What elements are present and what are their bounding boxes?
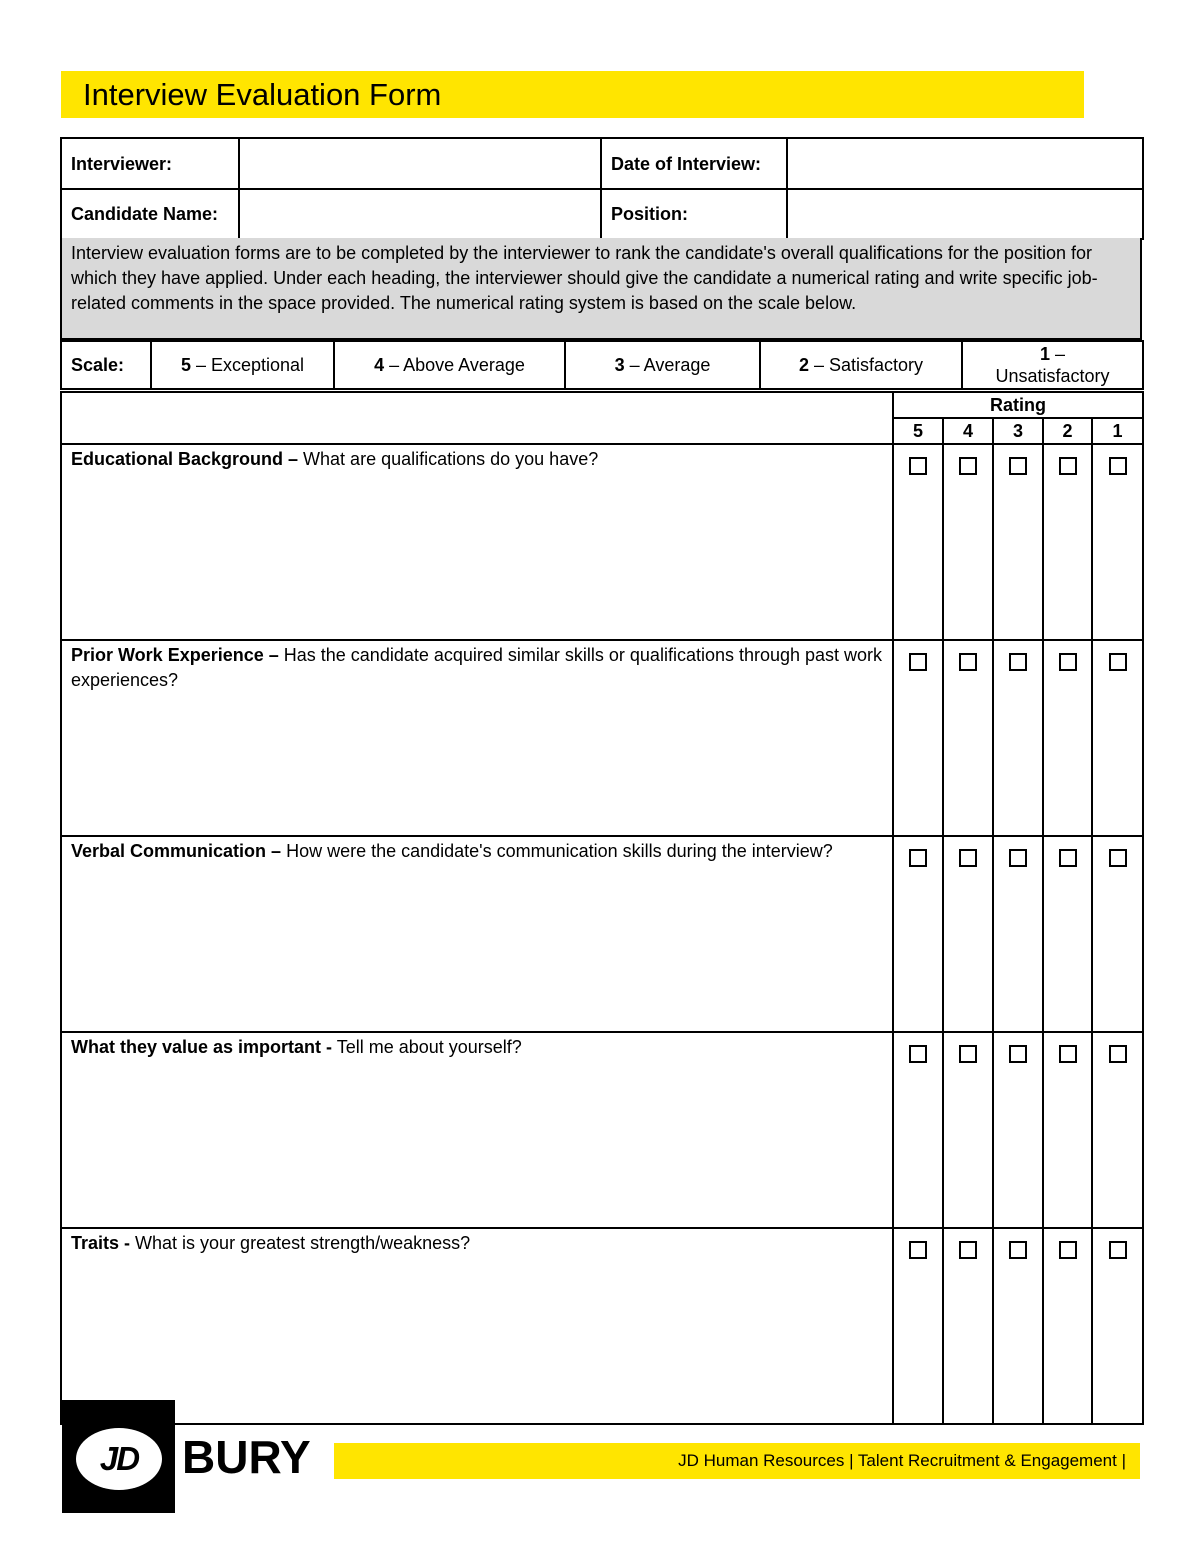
rating-col-5: 5 [893,418,943,444]
criteria-row-verbal-communication [61,836,1143,1032]
rating-checkbox-3[interactable] [1009,1045,1027,1063]
scale-label: Scale: [61,341,151,389]
scale-item-5: 5 – Exceptional [151,341,334,389]
rating-checkbox-4[interactable] [959,1241,977,1259]
criteria-row-traits [61,1228,1143,1424]
rating-checkbox-2[interactable] [1059,457,1077,475]
footer-bar [334,1443,1140,1479]
rating-checkbox-2[interactable] [1059,653,1077,671]
rating-checkbox-5[interactable] [909,457,927,475]
rating-checkbox-1[interactable] [1109,457,1127,475]
bury-logo-text: BURY [182,1431,311,1483]
rating-checkbox-3[interactable] [1009,849,1027,867]
rating-col-1: 1 [1092,418,1143,444]
rating-checkbox-1[interactable] [1109,653,1127,671]
scale-item-1: 1 – Unsatisfactory [962,341,1143,389]
rating-checkbox-5[interactable] [909,849,927,867]
scale-item-4: 4 – Above Average [334,341,565,389]
rating-checkbox-1[interactable] [1109,849,1127,867]
rating-header: Rating [893,392,1143,418]
rating-checkbox-1[interactable] [1109,1241,1127,1259]
criteria-row-values [61,1032,1143,1228]
candidate-info-table [60,137,1144,240]
date-of-interview-label: Date of Interview: [601,138,787,189]
rating-checkbox-2[interactable] [1059,1045,1077,1063]
rating-col-2: 2 [1043,418,1092,444]
rating-checkbox-4[interactable] [959,1045,977,1063]
criteria-header-blank [61,392,893,444]
rating-col-3: 3 [993,418,1043,444]
criteria-row-educational-background [61,444,1143,640]
rating-checkbox-4[interactable] [959,653,977,671]
criteria-question[interactable]: Prior Work Experience – Has the candidate acquired similar skills or qualifications through past work experiences? [61,640,893,836]
jd-logo-mark: JD [76,1428,162,1490]
rating-checkbox-4[interactable] [959,849,977,867]
position-label: Position: [601,189,787,239]
rating-checkbox-4[interactable] [959,457,977,475]
rating-checkbox-5[interactable] [909,653,927,671]
position-field[interactable] [787,189,1143,239]
rating-checkbox-5[interactable] [909,1045,927,1063]
interviewer-label: Interviewer: [61,138,239,189]
rating-checkbox-2[interactable] [1059,849,1077,867]
scale-item-2: 2 – Satisfactory [760,341,962,389]
instructions-text: Interview evaluation forms are to be completed by the interviewer to rank the candidate's overall qualifications for the position for which they have applied. Under each heading, the interviewer should give the candidate a numerical rating and write specific job-related comments in the space provided. The numerical rating system is based on the scale below. [60,238,1142,340]
scale-item-3: 3 – Average [565,341,760,389]
rating-checkbox-3[interactable] [1009,1241,1027,1259]
title-bar [61,71,1084,118]
rating-checkbox-5[interactable] [909,1241,927,1259]
rating-checkbox-3[interactable] [1009,457,1027,475]
footer-tagline: JD Human Resources | Talent Recruitment & Engagement | [678,1451,1126,1470]
criteria-question[interactable]: Verbal Communication – How were the candidate's communication skills during the interview? [61,836,893,1032]
candidate-name-label: Candidate Name: [61,189,239,239]
rating-col-4: 4 [943,418,993,444]
scale-table [60,340,1144,390]
criteria-question[interactable]: Educational Background – What are qualifications do you have? [61,444,893,640]
date-of-interview-field[interactable] [787,138,1143,189]
criteria-row-prior-work-experience [61,640,1143,836]
criteria-question[interactable]: Traits - What is your greatest strength/weakness? [61,1228,893,1424]
candidate-name-field[interactable] [239,189,601,239]
interviewer-field[interactable] [239,138,601,189]
rating-table [60,391,1144,1425]
rating-checkbox-3[interactable] [1009,653,1027,671]
page-title: Interview Evaluation Form [83,77,442,112]
rating-checkbox-1[interactable] [1109,1045,1127,1063]
rating-checkbox-2[interactable] [1059,1241,1077,1259]
criteria-question[interactable]: What they value as important - Tell me about yourself? [61,1032,893,1228]
jd-logo [62,1400,175,1513]
